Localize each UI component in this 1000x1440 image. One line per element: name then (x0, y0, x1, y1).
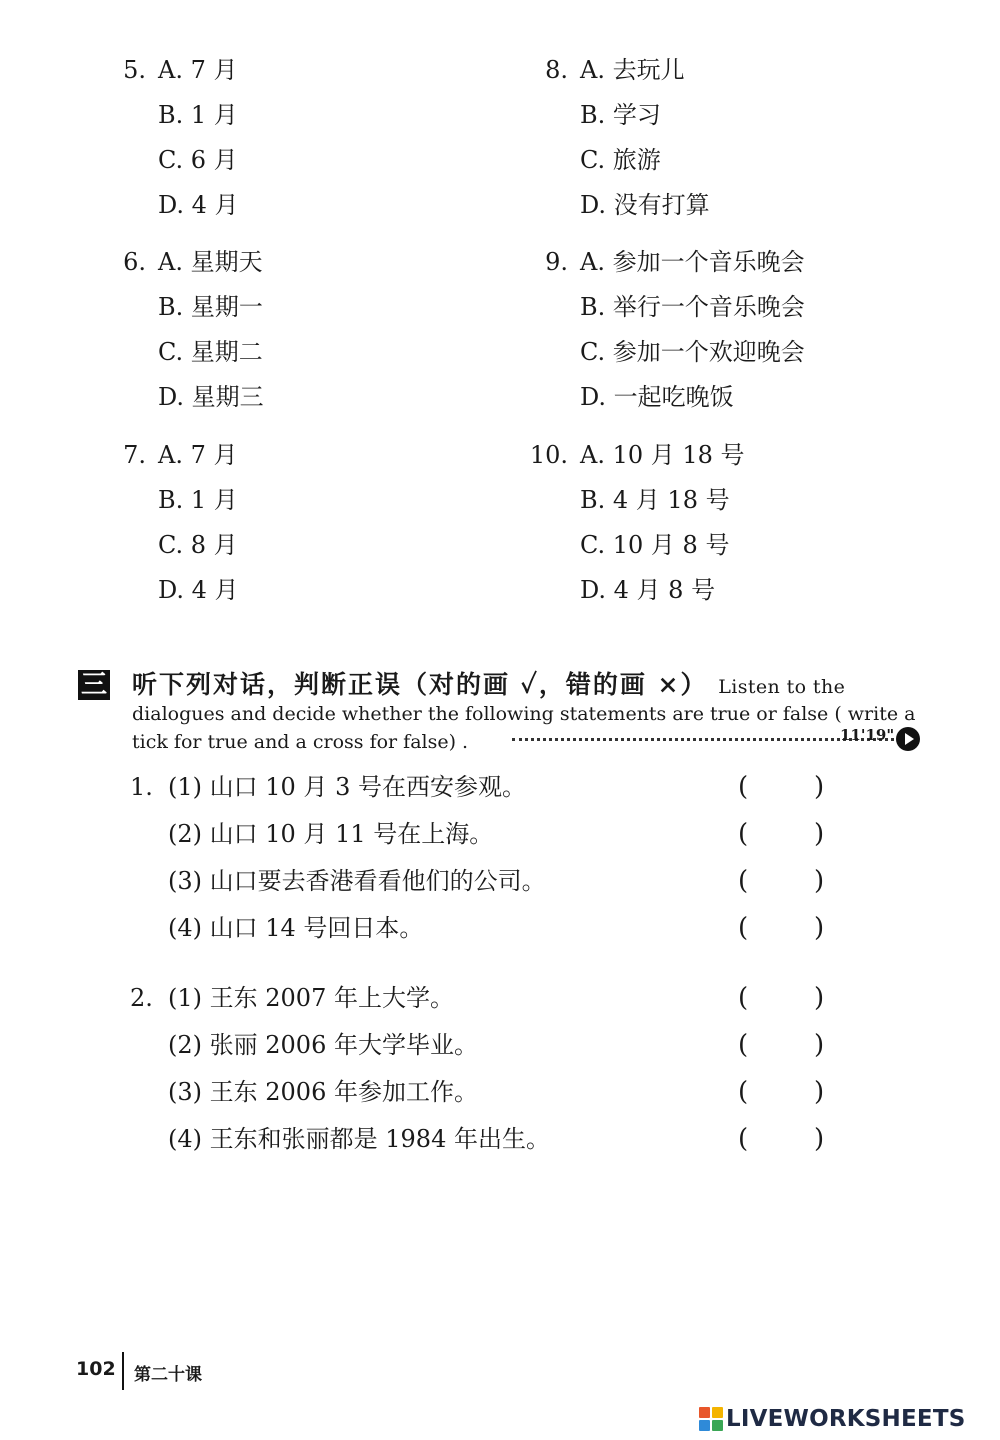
option-d: D. 4 月 (158, 576, 239, 604)
answer-open-bracket[interactable]: ( (738, 819, 749, 849)
question-number: 7. (123, 441, 146, 469)
tf-item-text: 山口 14 号回日本。 (209, 914, 424, 942)
question-8 (520, 48, 900, 228)
option-a: A. 10 月 18 号 (580, 441, 745, 469)
question-9 (520, 240, 900, 420)
question-number: 8. (545, 56, 568, 84)
audio-time: 11'19" (840, 726, 895, 744)
tf-item-label: (2) (168, 1031, 202, 1059)
lesson-title: 第二十课 (134, 1365, 202, 1385)
option-d: D. 一起吃晚饭 (580, 383, 734, 411)
section-title (132, 668, 845, 704)
answer-close-bracket: ) (814, 983, 825, 1013)
tf-item-text: 山口 10 月 11 号在上海。 (209, 820, 494, 848)
tf-item-label: (2) (168, 820, 202, 848)
question-number: 6. (123, 248, 146, 276)
section-title-zh: 听下列对话，判断正误（对的画 ✓，错的画 ×） (132, 670, 708, 699)
answer-close-bracket: ) (814, 866, 825, 896)
tf-item-label: (3) (168, 1078, 202, 1106)
question-number: 9. (545, 248, 568, 276)
tf-item-text: 王东 2006 年参加工作。 (209, 1078, 478, 1106)
answer-open-bracket[interactable]: ( (738, 866, 749, 896)
answer-close-bracket: ) (814, 913, 825, 943)
option-c: C. 8 月 (158, 531, 238, 559)
answer-close-bracket: ) (814, 1030, 825, 1060)
option-a: A. 参加一个音乐晚会 (580, 248, 805, 276)
liveworksheets-logo-icon (698, 1406, 724, 1432)
tf-group-number: 2. (130, 984, 153, 1012)
answer-open-bracket[interactable]: ( (738, 1077, 749, 1107)
option-d: D. 没有打算 (580, 191, 710, 219)
option-b: B. 1 月 (158, 101, 238, 129)
answer-open-bracket[interactable]: ( (738, 1124, 749, 1154)
footer-divider (122, 1352, 124, 1390)
page-number: 102 (76, 1358, 116, 1380)
question-number: 5. (123, 56, 146, 84)
option-a: A. 7 月 (158, 441, 238, 469)
answer-close-bracket: ) (814, 819, 825, 849)
option-d: D. 4 月 8 号 (580, 576, 716, 604)
watermark-text: LIVEWORKSHEETS (726, 1406, 966, 1432)
tf-item-text: 山口要去香港看看他们的公司。 (209, 867, 546, 895)
option-c: C. 星期二 (158, 338, 263, 366)
tf-item-label: (3) (168, 867, 202, 895)
tf-item-text: 张丽 2006 年大学毕业。 (209, 1031, 478, 1059)
tf-group-1 (130, 767, 850, 957)
tf-item-text: 山口 10 月 3 号在西安参观。 (209, 773, 526, 801)
tf-item-label: (4) (168, 914, 202, 942)
answer-open-bracket[interactable]: ( (738, 983, 749, 1013)
option-b: B. 举行一个音乐晚会 (580, 293, 805, 321)
question-7 (112, 433, 412, 613)
answer-open-bracket[interactable]: ( (738, 772, 749, 802)
tf-item-text: 王东和张丽都是 1984 年出生。 (209, 1125, 550, 1153)
option-a: A. 去玩儿 (580, 56, 685, 84)
option-d: D. 4 月 (158, 191, 239, 219)
question-10 (520, 433, 900, 613)
section-marker: 三 (78, 670, 110, 700)
answer-open-bracket[interactable]: ( (738, 913, 749, 943)
question-number: 10. (529, 441, 568, 469)
option-b: B. 学习 (580, 101, 661, 129)
answer-open-bracket[interactable]: ( (738, 1030, 749, 1060)
tf-item-label: (4) (168, 1125, 202, 1153)
answer-close-bracket: ) (814, 1077, 825, 1107)
question-5 (112, 48, 412, 228)
option-a: A. 星期天 (158, 248, 263, 276)
instruction-line-2: dialogues and decide whether the following statements are true or false ( write a (132, 703, 916, 725)
option-b: B. 1 月 (158, 486, 238, 514)
option-c: C. 旅游 (580, 146, 661, 174)
tf-item-label: (1) (168, 773, 202, 801)
option-c: C. 参加一个欢迎晚会 (580, 338, 805, 366)
option-b: B. 星期一 (158, 293, 263, 321)
answer-close-bracket: ) (814, 772, 825, 802)
option-a: A. 7 月 (158, 56, 238, 84)
question-6 (112, 240, 412, 420)
tf-item-label: (1) (168, 984, 202, 1012)
option-c: C. 10 月 8 号 (580, 531, 730, 559)
instruction-line-3: tick for true and a cross for false) . (132, 731, 469, 753)
option-d: D. 星期三 (158, 383, 264, 411)
tf-group-number: 1. (130, 773, 153, 801)
tf-group-2 (130, 978, 850, 1168)
tf-item-text: 王东 2007 年上大学。 (209, 984, 454, 1012)
section-title-en: Listen to the (718, 676, 846, 698)
option-b: B. 4 月 18 号 (580, 486, 730, 514)
play-circle-icon[interactable] (896, 727, 920, 751)
answer-close-bracket: ) (814, 1124, 825, 1154)
option-c: C. 6 月 (158, 146, 238, 174)
